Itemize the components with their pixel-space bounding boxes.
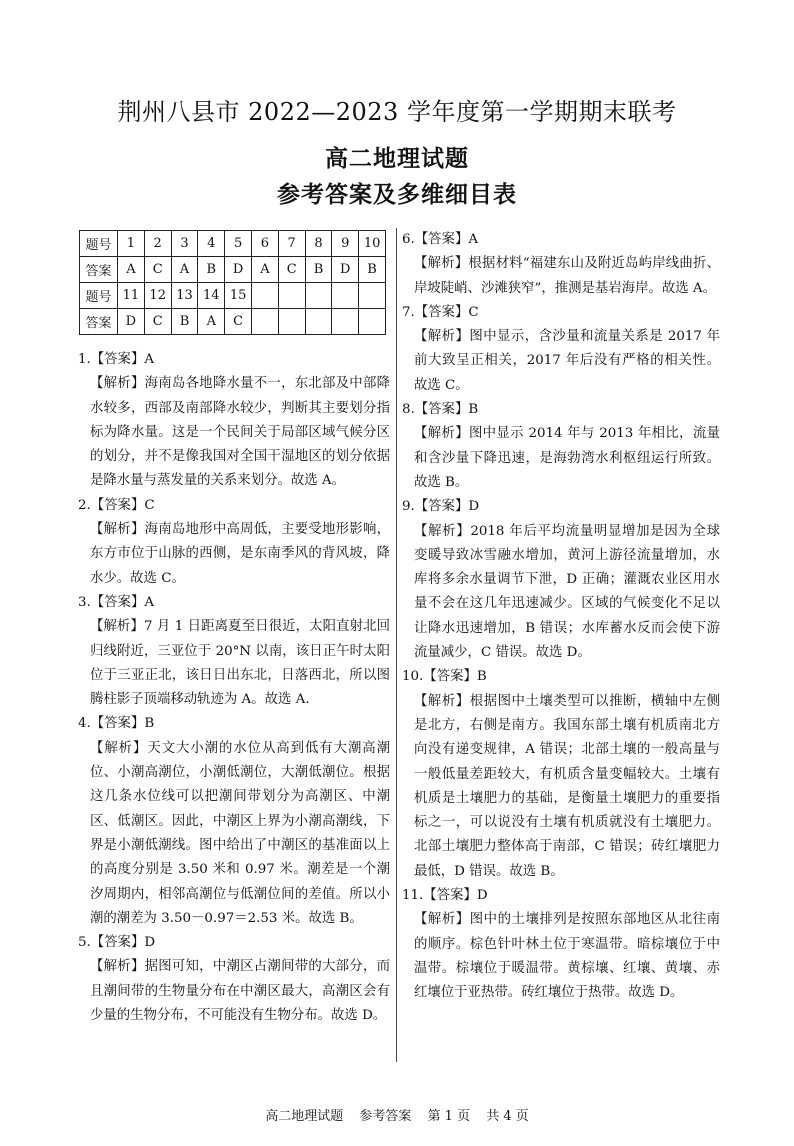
question-explanation: 【解析】根据材料“福建东山及附近岛屿岸线曲折、岸坡陡峭、沙滩狭窄”，推测是基岩海岸。故选 A。 bbox=[414, 256, 720, 296]
answer-table-row bbox=[80, 257, 386, 283]
answer-table-cell: C bbox=[144, 309, 171, 335]
question-number: 9. bbox=[402, 499, 415, 515]
answer-table-cell: 14 bbox=[198, 283, 225, 309]
answer-table-cell: C bbox=[225, 309, 252, 335]
question-block bbox=[78, 591, 390, 712]
subject-title: 高二地理试题 bbox=[325, 146, 469, 172]
answer-table-cell: 7 bbox=[278, 231, 305, 257]
question-block bbox=[78, 931, 390, 1028]
answer-table-cell: 5 bbox=[225, 231, 252, 257]
question-explanation: 【解析】据图可知，中潮区占潮间带的大部分，而且潮间带的生物量分布在中潮区最大，高潮区会有少量的生物分布，不可能没有生物分布。故选 D。 bbox=[90, 959, 390, 1024]
left-column bbox=[78, 348, 390, 1028]
question-answer: 【答案】A bbox=[90, 352, 155, 367]
question-answer: 【答案】C bbox=[414, 304, 479, 320]
question-block bbox=[78, 348, 390, 494]
answer-table-cell: B bbox=[171, 309, 198, 335]
answer-table-cell: 10 bbox=[359, 231, 386, 257]
answer-table-cell: A bbox=[171, 257, 198, 283]
question-answer: 【答案】D bbox=[90, 935, 156, 951]
answer-table-cell bbox=[359, 309, 386, 335]
question-number: 11. bbox=[402, 888, 424, 904]
answer-table-cell bbox=[305, 309, 332, 335]
page-footer bbox=[0, 1105, 794, 1124]
answer-table-row bbox=[80, 231, 386, 257]
question-explanation: 【解析】海南岛地形中高周低，主要受地形影响，东方市位于山脉的西侧，是东南季风的背风坡，降水少。故选 C。 bbox=[90, 522, 390, 586]
answer-table-cell: 2 bbox=[144, 231, 171, 257]
question-number: 8. bbox=[402, 402, 415, 418]
question-explanation: 【解析】图中的土壤排列是按照东部地区从北往南的顺序。棕色针叶林土位于寒温带。暗棕壤位于中温带。棕壤位于暖温带。黄棕壤、红壤、黄壤、赤红壤位于亚热带。砖红壤位于热带。故选 D。 bbox=[414, 912, 720, 1001]
answer-table bbox=[79, 230, 386, 335]
question-number: 4. bbox=[78, 716, 91, 732]
question-explanation: 【解析】7 月 1 日距离夏至日很近，太阳直射北回归线附近，三亚位于 20°N 以南，该日正午时太阳位于三亚正北，该日日出东北，日落西北，所以图腾柱影子顶端移动轨迹为 A。故选 A. bbox=[90, 619, 390, 708]
answer-table-cell: C bbox=[278, 257, 305, 283]
answer-table-row-header: 答案 bbox=[80, 309, 118, 335]
question-block bbox=[402, 301, 720, 398]
question-number: 10. bbox=[402, 669, 424, 685]
question-block bbox=[402, 398, 720, 495]
answer-table-row-header: 题号 bbox=[80, 283, 118, 309]
question-explanation: 【解析】图中显示 2014 年与 2013 年相比，流量和含沙量下降迅速，是海勃湾水利枢纽运行所致。故选 B。 bbox=[414, 426, 720, 490]
answer-table-cell bbox=[359, 283, 386, 309]
answer-table-cell: B bbox=[359, 257, 386, 283]
column-divider bbox=[396, 228, 397, 1062]
answer-table-row bbox=[80, 283, 386, 309]
footer-doc-type: 参考答案 bbox=[359, 1109, 412, 1124]
question-block bbox=[78, 712, 390, 931]
answer-table-cell: 1 bbox=[118, 231, 145, 257]
question-explanation: 【解析】天文大小潮的水位从高到低有大潮高潮位、小潮高潮位，小潮低潮位，大潮低潮位。根据这几条水位线可以把潮间带划分为高潮区、中潮区、低潮区。因此，中潮区上界为小潮高潮线，下界是小潮低潮线。图中给出了中潮区的基准面以上的高度分别是 3.50 米和 0.97 米。潮差是一个潮汐周期内，相邻高潮位与低潮位间的差值。所以小潮的潮差为 3.50－0.97＝2.53 米。故选 B。 bbox=[90, 740, 390, 926]
answer-table-cell: B bbox=[198, 257, 225, 283]
answer-table-cell: A bbox=[251, 257, 278, 283]
question-block bbox=[78, 494, 390, 591]
answer-table-cell: 9 bbox=[332, 231, 359, 257]
question-number: 7. bbox=[402, 304, 415, 320]
answer-table-cell: A bbox=[198, 309, 225, 335]
footer-subject: 高二地理试题 bbox=[265, 1109, 344, 1124]
answer-table-cell: D bbox=[332, 257, 359, 283]
answer-table-cell: 11 bbox=[118, 283, 145, 309]
answer-table-cell: 3 bbox=[171, 231, 198, 257]
footer-page-total: 共 4 页 bbox=[486, 1109, 529, 1124]
question-number: 5. bbox=[78, 935, 91, 951]
question-number: 2. bbox=[78, 497, 91, 513]
answer-table-row-header: 题号 bbox=[80, 231, 118, 257]
document-title: 荆州八县市 2022—2023 学年度第一学期期末联考 bbox=[117, 98, 677, 126]
answer-table-cell: 12 bbox=[144, 283, 171, 309]
right-column bbox=[402, 228, 720, 1006]
answer-table-cell bbox=[278, 283, 305, 309]
question-explanation: 【解析】海南岛各地降水量不一，东北部及中部降水较多，西部及南部降水较少，判断其主要划分指标为降水量。这是一个民间关于局部区域气候分区的划分，并不是像我国对全国干湿地区的划分依据是降水量与蒸发量的关系来划分。故选 A。 bbox=[90, 376, 390, 489]
answer-table-cell: 8 bbox=[305, 231, 332, 257]
question-block bbox=[402, 884, 720, 1005]
question-block bbox=[402, 495, 720, 665]
question-answer: 【答案】C bbox=[90, 497, 155, 513]
answer-table-cell: 13 bbox=[171, 283, 198, 309]
question-answer: 【答案】A bbox=[414, 232, 479, 247]
question-number: 6. bbox=[402, 232, 415, 247]
answer-key-title: 参考答案及多维细目表 bbox=[277, 182, 517, 208]
question-answer: 【答案】B bbox=[414, 402, 479, 418]
question-block bbox=[402, 665, 720, 884]
answer-table-row-header: 答案 bbox=[80, 257, 118, 283]
question-number: 1. bbox=[78, 352, 91, 367]
answer-table-cell bbox=[278, 309, 305, 335]
answer-table-row bbox=[80, 309, 386, 335]
answer-table-cell: 15 bbox=[225, 283, 252, 309]
answer-table-cell bbox=[251, 283, 278, 309]
question-block bbox=[402, 228, 720, 301]
answer-table-cell: D bbox=[118, 309, 145, 335]
question-explanation: 【解析】根据图中土壤类型可以推断，横轴中左侧是北方，右侧是南方。我国东部土壤有机质南北方向没有递变规律，A 错误；北部土壤的一般高量与一般低量差距较大，有机质含量变幅较大。土壤有机质是土壤肥力的基础，是衡量土壤肥力的重要指标之一，可以说没有土壤有机质就没有土壤肥力。北部土壤肥力整体高于南部，C 错误；砖红壤肥力最低，D 错误。故选 B。 bbox=[414, 693, 720, 879]
question-answer: 【答案】B bbox=[423, 669, 487, 685]
answer-table-cell bbox=[305, 283, 332, 309]
question-answer: 【答案】D bbox=[423, 888, 488, 904]
answer-table-cell: D bbox=[225, 257, 252, 283]
answer-table-cell: 4 bbox=[198, 231, 225, 257]
answer-table-cell: 6 bbox=[251, 231, 278, 257]
question-answer: 【答案】B bbox=[90, 716, 155, 732]
question-explanation: 【解析】图中显示，含沙量和流量关系是 2017 年前大致呈正相关，2017 年后没有严格的相关性。故选 C。 bbox=[414, 329, 720, 393]
footer-page-number: 第 1 页 bbox=[427, 1109, 471, 1124]
question-number: 3. bbox=[78, 594, 91, 610]
question-answer: 【答案】D bbox=[414, 499, 480, 515]
answer-table-cell bbox=[332, 283, 359, 309]
answer-table-cell bbox=[332, 309, 359, 335]
question-explanation: 【解析】2018 年后平均流量明显增加是因为全球变暖导致冰雪融水增加，黄河上游径流量增加，水库将多余水量调节下泄，D 正确；灌溉农业区用水量不会在这几年迅速减少。区域的气候变化不足以让降水迅速增加，B 错误；水库蓄水反而会使下游流量减少，C 错误。故选 D。 bbox=[414, 523, 720, 661]
answer-table-cell: A bbox=[118, 257, 145, 283]
answer-table-cell bbox=[251, 309, 278, 335]
answer-table-cell: B bbox=[305, 257, 332, 283]
question-answer: 【答案】A bbox=[90, 594, 155, 610]
answer-table-cell: C bbox=[144, 257, 171, 283]
